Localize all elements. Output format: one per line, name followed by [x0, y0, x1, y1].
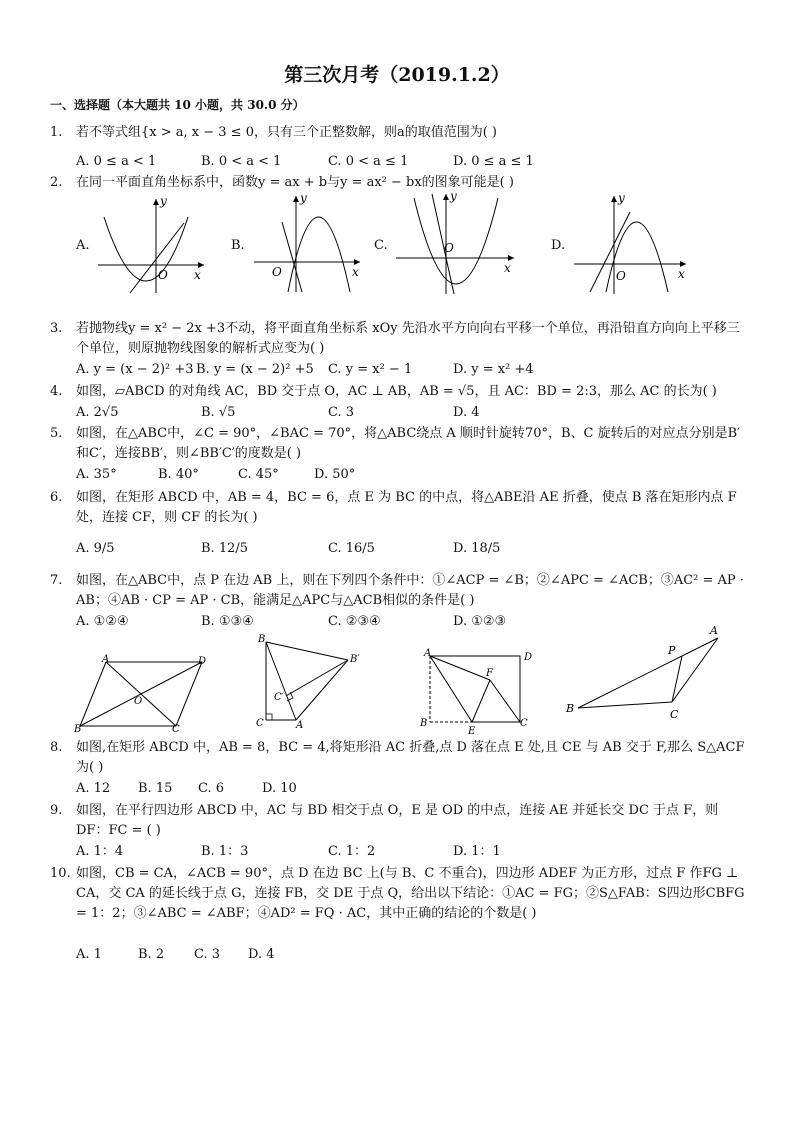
- question-number: 4.: [50, 384, 63, 399]
- option-b: B. 40°: [158, 467, 199, 482]
- question-10: [50, 864, 750, 924]
- option-a: A. 35°: [76, 467, 117, 482]
- graph-label-d: D.: [551, 238, 566, 253]
- question-5: [50, 424, 750, 464]
- option-c: C. ②③④: [328, 614, 381, 629]
- figure-parallelogram: [72, 652, 212, 734]
- point-label: C′: [274, 692, 284, 703]
- origin-label: O: [272, 265, 282, 279]
- point-label: A: [424, 648, 432, 659]
- option-d: D. ①②③: [453, 614, 507, 629]
- axis-x-label: x: [678, 267, 685, 281]
- option-d: D. 1：1: [453, 844, 501, 859]
- option-b: B. y = (x − 2)² +5: [196, 362, 314, 377]
- point-label: F: [486, 668, 493, 679]
- figure-folded-rectangle: [418, 646, 540, 736]
- option-b: B. 12/5: [201, 541, 249, 556]
- option-d: D. 18/5: [453, 541, 501, 556]
- question-8: [50, 738, 750, 778]
- graph-d: [572, 192, 690, 296]
- question-1: [50, 123, 750, 143]
- question-text: 如图，在△ABC中，∠C = 90°，∠BAC = 70°，将△ABC绕点 A 顺时针旋转70°，B、C 旋转后的对应点分别是B′和C′，连接BB′，则∠BB′C′的度数是( ): [76, 426, 741, 461]
- point-label: D: [198, 656, 207, 667]
- figure-rotated-triangle: [254, 632, 374, 732]
- axis-x-label: x: [352, 265, 359, 279]
- section-heading: 一、选择题（本大题共 10 小题，共 30.0 分）: [50, 98, 305, 112]
- option-a: A. 0 ≤ a < 1: [76, 154, 157, 169]
- point-label: A: [296, 720, 304, 731]
- question-text: 如图，在平行四边形 ABCD 中，AC 与 BD 相交于点 O，E 是 OD 的中点，连接 AE 并延长交 DC 于点 F，则 DF：FC = ( ): [76, 803, 719, 838]
- point-label: B′: [350, 654, 360, 665]
- axis-x-label: x: [504, 261, 511, 275]
- point-label: O: [134, 696, 143, 707]
- graph-label-b: B.: [231, 238, 245, 253]
- option-a: A. 9/5: [76, 541, 115, 556]
- question-text: 若抛物线y = x² − 2x +3不动，将平面直角坐标系 xOy 先沿水平方向向右平移一个单位，再沿铅直方向向上平移三个单位，则原抛物线图象的解析式应变为( ): [76, 321, 740, 356]
- axis-y-label: y: [618, 192, 625, 205]
- option-d: D. 4: [453, 405, 480, 420]
- axis-y-label: y: [160, 195, 167, 208]
- question-4: [50, 382, 750, 402]
- point-label: P: [668, 644, 676, 657]
- point-label: C: [256, 718, 264, 729]
- graph-label-c: C.: [374, 238, 388, 253]
- option-c: C. 1：2: [328, 844, 376, 859]
- option-c: C. 3: [328, 405, 355, 420]
- option-a: A. y = (x − 2)² +3: [76, 362, 194, 377]
- question-number: 7.: [50, 573, 63, 588]
- figure-triangle-p: [564, 624, 734, 722]
- question-number: 9.: [50, 803, 63, 818]
- option-d: D. 50°: [314, 467, 356, 482]
- option-a: A. 12: [76, 781, 111, 796]
- question-text: 如图，▱ABCD 的对角线 AC，BD 交于点 O，AC ⊥ AB，AB = √5，且 AC：BD = 2:3，那么 AC 的长为( ): [76, 384, 717, 399]
- point-label: B: [566, 702, 575, 715]
- point-label: E: [468, 726, 476, 736]
- question-text: 在同一平面直角坐标系中，函数y = ax + b与y = ax² − bx的图象可能是( ): [76, 175, 514, 190]
- axis-y-label: y: [300, 192, 307, 205]
- question-number: 5.: [50, 426, 63, 441]
- question-text: 若不等式组{x > a, x − 3 ≤ 0，只有三个正整数解，则a的取值范围为( ): [76, 125, 497, 140]
- graph-a: [96, 195, 206, 295]
- point-label: D: [524, 652, 533, 663]
- question-number: 8.: [50, 740, 63, 755]
- option-b: B. ①③④: [201, 614, 254, 629]
- axis-x-label: x: [194, 268, 201, 282]
- question-7: [50, 571, 750, 611]
- point-label: C: [520, 718, 528, 729]
- option-b: B. 2: [138, 947, 165, 962]
- option-a: A. ①②④: [76, 614, 129, 629]
- question-text: 如图,在矩形 ABCD 中，AB = 8，BC = 4,将矩形沿 AC 折叠,点 D 落在点 E 处,且 CE 与 AB 交于 F,那么 S△ACF 为( ): [76, 740, 745, 775]
- question-text: 如图，CB = CA，∠ACB = 90°，点 D 在边 BC 上(与 B、C 不重合)，四边形 ADEF 为正方形，过点 F 作FG ⊥ CA，交 CA 的延长线于点 G，连接 FB，交 DE 于点 Q，给出以下结论：①AC = FG；②S△FAB：S四边形CBFG = 1：2；③∠ABC = ∠ABF；④AD² = FQ · AC，其中正确的结论的个数是( ): [76, 866, 745, 921]
- option-b: B. √5: [201, 405, 236, 420]
- origin-label: O: [616, 269, 626, 283]
- point-label: B: [420, 718, 428, 729]
- option-a: A. 1: [76, 947, 102, 962]
- origin-label: O: [444, 241, 454, 255]
- option-c: C. 6: [198, 781, 225, 796]
- option-d: D. 0 ≤ a ≤ 1: [453, 154, 534, 169]
- question-number: 3.: [50, 321, 63, 336]
- point-label: B: [74, 724, 82, 734]
- question-number: 6.: [50, 490, 63, 505]
- question-text: 如图，在△ABC中，点 P 在边 AB 上，则在下列四个条件中：①∠ACP = ∠B；②∠APC = ∠ACB；③AC² = AP · AB；④AB · CP = AP · CB，能满足△APC与△ACB相似的条件是( ): [76, 573, 744, 608]
- graph-b: [252, 192, 364, 296]
- option-d: D. 4: [248, 947, 275, 962]
- question-9: [50, 801, 750, 841]
- option-d: D. y = x² +4: [453, 362, 534, 377]
- point-label: A: [710, 624, 718, 637]
- origin-label: O: [158, 268, 168, 282]
- axis-y-label: y: [450, 190, 457, 203]
- option-a: A. 2√5: [76, 405, 119, 420]
- point-label: C: [172, 724, 180, 734]
- option-c: C. 3: [194, 947, 221, 962]
- option-c: C. 0 < a ≤ 1: [328, 154, 409, 169]
- point-label: C: [670, 708, 679, 721]
- question-number: 1.: [50, 125, 63, 140]
- point-label: B: [258, 634, 266, 645]
- option-d: D. 10: [262, 781, 297, 796]
- page-title: 第三次月考（2019.1.2）: [284, 64, 510, 86]
- option-b: B. 0 < a < 1: [201, 154, 282, 169]
- option-b: B. 1：3: [201, 844, 249, 859]
- graph-c: [394, 190, 519, 296]
- question-number: 2.: [50, 175, 63, 190]
- option-c: C. 45°: [238, 467, 279, 482]
- option-c: C. y = x² − 1: [328, 362, 413, 377]
- option-c: C. 16/5: [328, 541, 375, 556]
- question-6: [50, 488, 750, 528]
- question-3: [50, 319, 750, 359]
- point-label: A: [102, 654, 110, 665]
- option-b: B. 15: [138, 781, 173, 796]
- question-number: 10.: [50, 866, 71, 881]
- option-a: A. 1：4: [76, 844, 124, 859]
- question-text: 如图，在矩形 ABCD 中，AB = 4，BC = 6，点 E 为 BC 的中点，将△ABE沿 AE 折叠，使点 B 落在矩形内点 F 处，连接 CF，则 CF 的长为( ): [76, 490, 737, 525]
- graph-label-a: A.: [76, 238, 90, 253]
